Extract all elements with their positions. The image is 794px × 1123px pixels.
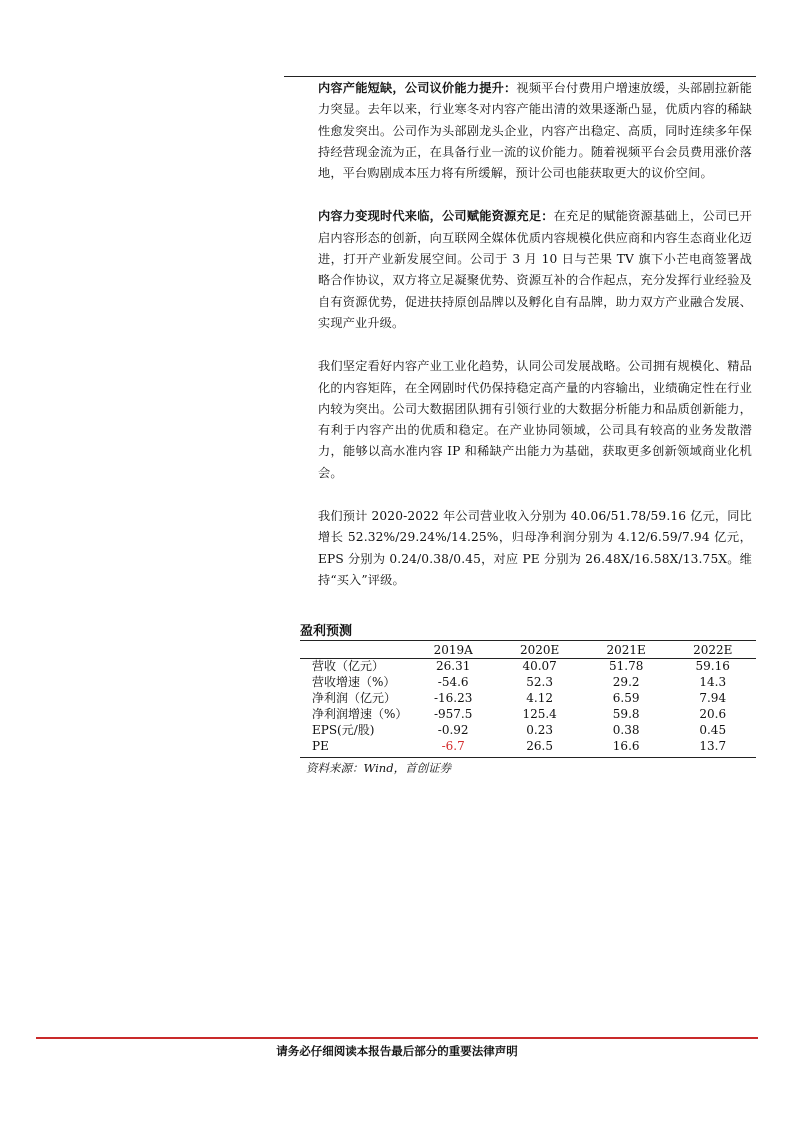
- column-header-2021e: 2021E: [606, 642, 646, 657]
- table-cell: 0.38: [612, 723, 640, 737]
- table-header-row: [300, 641, 756, 658]
- column-header-2020e: 2020E: [519, 642, 560, 657]
- table-cell: 7.94: [699, 691, 727, 705]
- row-label: 净利润增速（%）: [312, 707, 408, 721]
- table-cell: 13.7: [699, 739, 727, 753]
- paragraph-lead: 内容产能短缺，公司议价能力提升：: [318, 81, 517, 95]
- table-row: [300, 674, 756, 690]
- table-cell: 26.31: [435, 659, 471, 673]
- table-row: [300, 738, 756, 754]
- paragraph-text: 我们坚定看好内容产业工业化趋势，认同公司发展战略。公司拥有规模化、精品化的内容矩阵，在全网剧时代仍保持稳定高产量的内容输出，业绩确定性在行业内较为突出。公司大数据团队拥有引领行业的大数据分析能力和品质创新能力，有利于内容产出的优质和稳定。在产业协同领域，公司具有较高的业务发散潜力，能够以高水准内容 IP 和稀缺产出能力为基础，获取更多创新领域商业化机会。: [318, 359, 752, 480]
- paragraph-text: 视频平台付费用户增速放缓，头部剧拉新能力突显。去年以来，行业寒冬对内容产能出清的效果逐渐凸显，优质内容的稀缺性愈发突出。公司作为头部剧龙头企业，内容产出稳定、高质，同时连续多年保持经营现金流为正，在具备行业一流的议价能力。随着视频平台会员费用涨价落地，平台购剧成本压力将有所缓解，预计公司也能获取更大的议价空间。: [318, 81, 752, 181]
- row-label: 营收增速（%）: [312, 675, 396, 689]
- table-cell: 59.8: [612, 707, 640, 721]
- table-row: [300, 658, 756, 674]
- footer-disclaimer: 请务必仔细阅读本报告最后部分的重要法律声明: [276, 1044, 518, 1058]
- table-row: [300, 690, 756, 706]
- table-cell: 0.45: [699, 723, 727, 737]
- table-bottom-rule: [300, 757, 756, 758]
- table-cell: 6.59: [612, 691, 640, 705]
- table-cell: -16.23: [433, 691, 473, 705]
- paragraph-content-capacity: [318, 78, 752, 184]
- column-header-label: [300, 641, 410, 658]
- table-cell: 29.2: [612, 675, 640, 689]
- table-cell: 40.07: [522, 659, 557, 673]
- paragraph-text: 在充足的赋能资源基础上，公司已开启内容形态的创新，向互联网全媒体优质内容规模化供应商和内容生态商业化迈进，打开产业新发展空间。公司于 3 月 10 日与芒果 TV 旗下小芒电商签署战略合作协议，双方将立足凝聚优势、资源互补的合作起点，充分发挥行业经验及自有资源优势，促进扶持原创品牌以及孵化自有品牌，助力双方产业融合发展、实现产业升级。: [318, 209, 752, 330]
- row-label: 营收（亿元）: [312, 659, 385, 673]
- table-cell-negative: -6.7: [441, 739, 465, 753]
- table-cell: 26.5: [526, 739, 553, 753]
- table-cell: 4.12: [526, 691, 553, 705]
- paragraph-outlook: [318, 356, 752, 484]
- table-cell: -54.6: [437, 675, 469, 689]
- column-header-2019a: 2019A: [433, 642, 473, 657]
- paragraph-forecast: [318, 506, 752, 591]
- table-title: 盈利预测: [300, 624, 353, 639]
- earnings-forecast-table: [300, 641, 756, 754]
- table-cell: -0.92: [437, 723, 469, 737]
- table-cell: 52.3: [526, 675, 553, 689]
- row-label: PE: [312, 739, 329, 753]
- paragraph-text: 我们预计 2020-2022 年公司营业收入分别为 40.06/51.78/59.16 亿元，同比增长 52.32%/29.24%/14.25%，归母净利润分别为 4.12/6.59/7.94 亿元，EPS 分别为 0.24/0.38/0.45，对应 PE 分别为 26.48X/16.58X/13.75X。维持“买入”评级。: [318, 509, 752, 587]
- column-header-2022e: 2022E: [693, 642, 733, 657]
- table-row: [300, 706, 756, 722]
- footer-divider: [36, 1037, 758, 1039]
- paragraph-lead: 内容力变现时代来临，公司赋能资源充足：: [318, 209, 554, 224]
- paragraph-monetization: [318, 206, 752, 334]
- table-cell: 59.16: [695, 659, 730, 673]
- row-label: 净利润（亿元）: [312, 691, 397, 705]
- report-body: [318, 78, 752, 613]
- top-divider: [284, 76, 756, 77]
- table-cell: -957.5: [433, 707, 473, 721]
- table-cell: 14.3: [699, 675, 727, 689]
- row-label: EPS(元/股): [312, 723, 375, 737]
- table-cell: 125.4: [522, 707, 557, 721]
- table-cell: 16.6: [612, 739, 640, 753]
- table-cell: 20.6: [699, 707, 727, 721]
- table-cell: 0.23: [526, 723, 553, 737]
- table-cell: 51.78: [608, 659, 644, 673]
- table-source-note: 资料来源：Wind，首创证券: [306, 761, 452, 775]
- table-row: [300, 722, 756, 738]
